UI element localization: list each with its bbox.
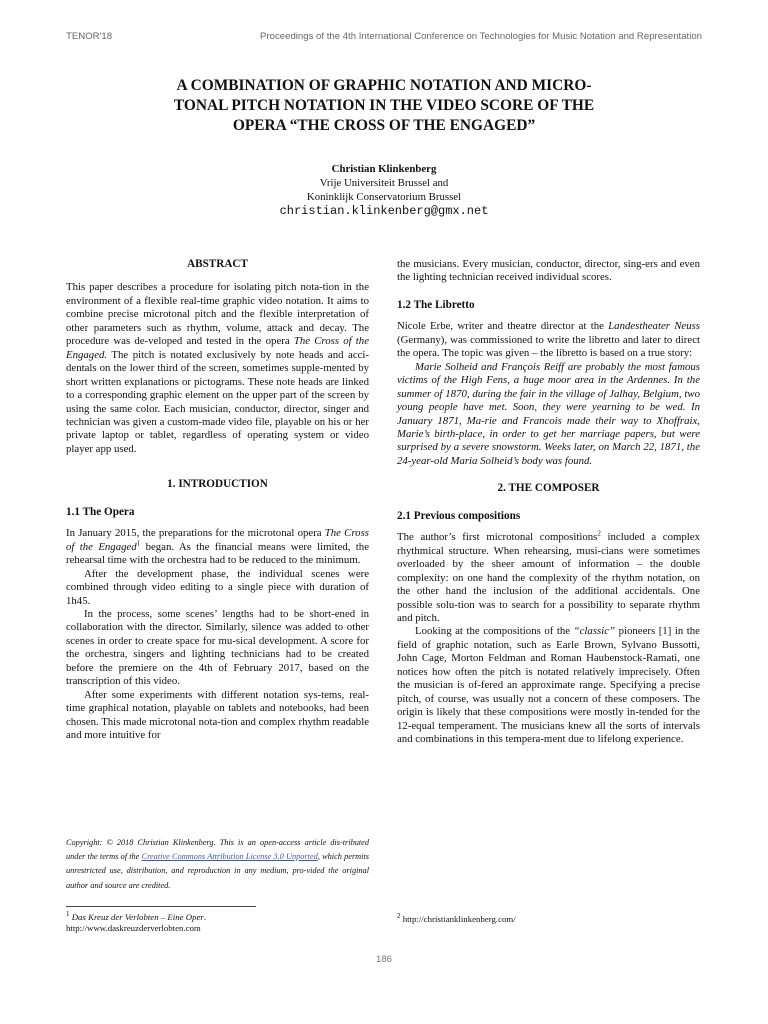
author-affiliation: Koninklijk Conservatorium Brussel (306, 191, 462, 203)
paper-title (100, 76, 668, 136)
subsection-heading-previous-compositions: 2.1 Previous compositions (397, 509, 521, 522)
paragraph: the musicians. Every musician, conductor, director, sing-ers and even the lighting technician received individual scores. (397, 258, 700, 284)
paragraph: In January 2015, the preparations for the microtonal opera The Cross of the Engaged$^1$ began. As the financial means were limited, the rehearsal time with the orchestra had to be reduced to the minimum. (66, 527, 369, 567)
abstract-heading: ABSTRACT (187, 258, 248, 270)
footnote-marker: 1 (136, 539, 141, 548)
paragraph: After some experiments with different notation sys-tems, real-time graphical notation, playable on tablets and notebooks, had been chosen. This made microtonal nota-tion and complex rhythm readable and more intuitive for (66, 688, 369, 742)
paragraph: In the process, some scenes’ lengths had to be short-ened in collaboration with the director. Similarly, silence was added to other scenes in order to create space for mu-sical development. A score for the orchestra, singers and lighting technicians had to be created before the premiere on the 4th of February 2017, based on the transcription of this video. (66, 607, 369, 688)
paragraph: The author’s first microtonal compositions$^2$ included a complex rhythmical structure. When rehearsing, musi-cians were sometimes overloaded by the sheer amount of information – the double complexity: on one hand the complexity of the rhythm notation, on the other hand the inclusion of the additional accidentals. One possible solu-tion was to search for a possibility to separate rhythm and pitch. (397, 529, 700, 624)
header-left: TENOR'18 (66, 31, 113, 42)
license-link[interactable]: Creative Commons Attribution License 3.0 Unported (141, 852, 318, 862)
page-number: 186 (375, 954, 392, 965)
title-line: TONAL PITCH NOTATION IN THE VIDEO SCORE OF THE (173, 97, 595, 114)
subsection-heading-opera: 1.1 The Opera (66, 505, 135, 518)
libretto-quote: Marie Solheid and François Reiff are probably the most famous victims of the High Fens, a huge moor area in the Ardennes. In the summer of 1870, during the fair in the village of Jalhay, Belgium, two young people have met. Soon, they were yearning to be wed. In January 1871, Ma-rie and Francois made their way to Xhoffraix, Marie’s birth-place, in order to get her marriage papers, but were surprised by a severe snowstorm. Weeks later, on March 22, 1871, the 24-year-old Maria Solheid’s body was found. (397, 360, 700, 467)
copyright-notice: Copyright: © 2018 Christian Klinkenberg. This is an open-access article dis-tributed under the terms of the Creative Commons Attribution License 3.0 Unported, which permits unrestricted use, distribution, and reproduction in any medium, pro-vided the original author and source are credited. (66, 838, 370, 890)
section-heading-composer: 2. THE COMPOSER (497, 482, 600, 495)
footnote-1: $^1$ Das Kreuz der Verlobten – Eine Oper. http://www.daskreuzderverlobten.com (66, 910, 207, 933)
footnote-divider (66, 906, 256, 907)
footnote-link[interactable]: http://www.daskreuzderverlobten.com (66, 923, 201, 933)
left-column (66, 258, 369, 743)
running-header (66, 31, 702, 42)
footnote-marker: 2 (597, 529, 601, 538)
author-affiliation: Vrije Universiteit Brussel and (319, 177, 449, 189)
footnote-link[interactable]: http://christianklinkenberg.com/ (402, 914, 516, 924)
header-right: Proceedings of the 4th International Conference on Technologies for Music Notation and Representation (260, 31, 702, 42)
abstract-text: This paper describes a procedure for isolating pitch nota-tion in the environment of a flexible real-time graphic video notation. It aims to combine precise microtonal pitch and the flexible interpretation of other parameters such as rhythm, volume, attack and decay. The procedure was de-veloped and tested in the opera The Cross of the Engaged. The pitch is notated exclusively by note heads and acci-dentals on the lower third of the screen, sometimes supple-mented by short written explanations or pictograms. These note heads are linked to a corresponding graphic element on the upper part of the screen by using the same color. Each musician, conductor, director, singer and technician was given a custom-made video file, playable on his or her private laptop or tablet, regardless of operating system or video player app used. (66, 281, 370, 455)
author-name: Christian Klinkenberg (331, 163, 437, 175)
author-email[interactable]: christian.klinkenberg@gmx.net (279, 204, 489, 218)
section-heading-introduction: 1. INTRODUCTION (167, 478, 268, 491)
footnote-2: $^2$ http://christianklinkenberg.com/ (397, 912, 516, 924)
subsection-heading-libretto: 1.2 The Libretto (397, 298, 475, 311)
title-line: OPERA “THE CROSS OF THE ENGAGED” (232, 117, 536, 134)
paragraph: Looking at the compositions of the “classic” pioneers [1] in the field of graphic notation, such as Earle Brown, Sylvano Bussotti, John Cage, Morton Feldman and Roman Haubenstock-Ramati, one notices how often the pitch is notated relatively imprecisely. Often the musician is of-fered an approximate range. Specifying a precise pitch, of course, was usually not a concern of these composers. The origin is likely that these compositions were mostly in-tended for the 12-equal temperament. The musicians knew all the sorts of intervals and combinations in this tempera-ment due to lifelong experience. (397, 625, 700, 746)
paragraph: After the development phase, the individual scenes were combined through video editing to a single piece with duration of 1h45. (66, 567, 369, 607)
paragraph: Nicole Erbe, writer and theatre director at the Landestheater Neuss (Germany), was commissioned to write the libretto and later to direct the opera. The topic was given – the libretto is based on a true story: (397, 320, 700, 360)
title-line: A COMBINATION OF GRAPHIC NOTATION AND MICRO- (176, 77, 592, 94)
right-column (397, 258, 700, 747)
author-block (184, 162, 584, 218)
